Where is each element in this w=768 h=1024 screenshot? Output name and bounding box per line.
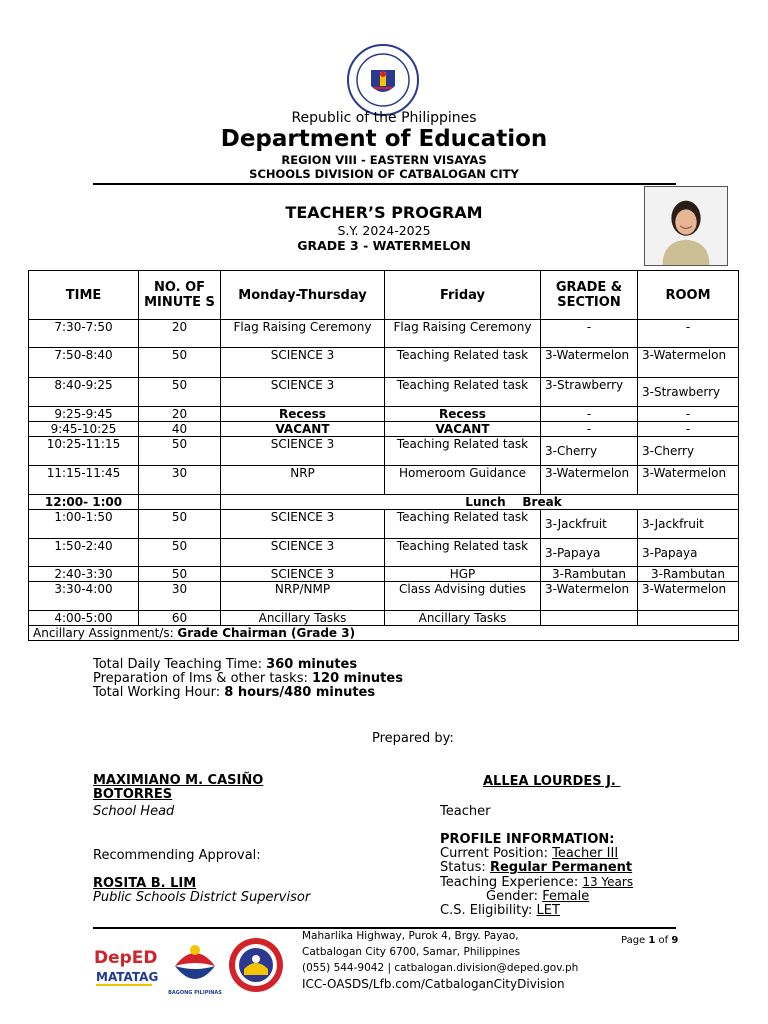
ancillary-label: Ancillary Assignment/s: (33, 626, 178, 640)
total-teaching-value: 360 minutes (266, 657, 358, 672)
cell-room: 3-Watermelon (638, 466, 739, 495)
cell-friday: Flag Raising Ceremony (385, 320, 541, 348)
cell-mon-thu: SCIENCE 3 (221, 437, 385, 466)
header-division: SCHOOLS DIVISION OF CATBALOGAN CITY (249, 167, 519, 181)
cell-mon-thu: NRP/NMP (221, 582, 385, 611)
ancillary-cell (29, 626, 739, 641)
cell-section: 3-Watermelon (541, 466, 638, 495)
school-head-title: School Head (93, 804, 175, 819)
cell-section: 3-Cherry (541, 437, 638, 466)
cell-section: - (541, 422, 638, 437)
recommending-approval-label: Recommending Approval: (93, 848, 261, 863)
header-divider (93, 183, 676, 185)
cell-friday: Teaching Related task (385, 437, 541, 466)
table-row (29, 378, 739, 407)
cell-mon-thu: Flag Raising Ceremony (221, 320, 385, 348)
header-republic: Republic of the Philippines (291, 110, 477, 126)
cell-section: - (541, 407, 638, 422)
cell-friday: Teaching Related task (385, 348, 541, 378)
position-label: Current Position: (440, 846, 553, 861)
preparation-value: 120 minutes (311, 671, 403, 686)
profile-experience (440, 875, 633, 890)
teacher-name: ALLEA LOURDES J. (483, 774, 621, 789)
program-title: TEACHER’S PROGRAM (285, 203, 483, 222)
cell-time: 7:30-7:50 (29, 320, 139, 348)
cell-time: 9:25-9:45 (29, 407, 139, 422)
cell-friday: Class Advising duties (385, 582, 541, 611)
school-year: S.Y. 2024-2025 (337, 223, 431, 238)
profile-eligibility (440, 904, 633, 918)
cell-section: - (541, 320, 638, 348)
cell-minutes: 30 (139, 466, 221, 495)
cell-time: 7:50-8:40 (29, 348, 139, 378)
prepared-by-label: Prepared by: (372, 731, 454, 746)
status-value: Regular Permanent (489, 860, 633, 875)
table-row (29, 539, 739, 567)
cell-minutes: 50 (139, 539, 221, 567)
cell-friday: Teaching Related task (385, 510, 541, 539)
cell-time: 2:40-3:30 (29, 567, 139, 582)
header-region: REGION VIII - EASTERN VISAYAS (281, 153, 487, 167)
total-teaching-time (93, 657, 357, 672)
cell-section: 3-Rambutan (541, 567, 638, 582)
cell-section: 3-Strawberry (541, 378, 638, 407)
column-header: TIME (29, 271, 139, 320)
experience-value: 13 Years (582, 875, 634, 889)
grade-section-title: GRADE 3 - WATERMELON (297, 238, 471, 253)
cell-friday: Recess (385, 407, 541, 422)
cell-minutes: 50 (139, 348, 221, 378)
cell-mon-thu: SCIENCE 3 (221, 348, 385, 378)
cell-minutes: 50 (139, 437, 221, 466)
eligibility-value: LET (536, 903, 560, 918)
experience-label: Teaching Experience: (440, 875, 583, 890)
cell-room: - (638, 407, 739, 422)
profile-gender (440, 890, 633, 904)
column-header: ROOM (638, 271, 739, 320)
cell-time: 8:40-9:25 (29, 378, 139, 407)
preparation-label: Preparation of Ims & other tasks: (93, 671, 312, 686)
profile-position (440, 847, 633, 861)
cell-minutes: 30 (139, 582, 221, 611)
cell-minutes: 20 (139, 320, 221, 348)
cell-time: 3:30-4:00 (29, 582, 139, 611)
position-value: Teacher III (552, 846, 619, 861)
cell-time: 12:00- 1:00 (29, 495, 139, 510)
cell-minutes: 40 (139, 422, 221, 437)
total-working-hour (93, 685, 375, 700)
cell-minutes: 50 (139, 378, 221, 407)
table-row (29, 466, 739, 495)
lunch-break-cell: Lunch Break (221, 495, 739, 510)
column-header: Monday-Thursday (221, 271, 385, 320)
cell-room: 3-Jackfruit (638, 510, 739, 539)
cell-time: 9:45-10:25 (29, 422, 139, 437)
total-teaching-label: Total Daily Teaching Time: (93, 657, 267, 672)
cell-room: - (638, 320, 739, 348)
ancillary-row (29, 626, 739, 641)
header-department: Department of Education (220, 126, 548, 152)
cell-friday: Homeroom Guidance (385, 466, 541, 495)
cell-room: - (638, 422, 739, 437)
column-header: NO. OF MINUTE S (139, 271, 221, 320)
cell-time: 11:15-11:45 (29, 466, 139, 495)
cell-friday: VACANT (385, 422, 541, 437)
cell-friday: HGP (385, 567, 541, 582)
profile-information (440, 833, 633, 918)
cell-section: 3-Papaya (541, 539, 638, 567)
table-row (29, 611, 739, 626)
column-header: GRADE & SECTION (541, 271, 638, 320)
page-total: 9 (671, 935, 679, 946)
reference-line: ICC-OASDS/Lfb.com/CatbaloganCityDivision (302, 977, 565, 991)
cell-mon-thu: VACANT (221, 422, 385, 437)
cell-friday: Ancillary Tasks (385, 611, 541, 626)
cell-minutes: 50 (139, 567, 221, 582)
cell-time: 1:50-2:40 (29, 539, 139, 567)
cell-room: 3-Watermelon (638, 348, 739, 378)
gender-value: Female (542, 889, 590, 904)
table-row (29, 320, 739, 348)
school-head-name: MAXIMIANO M. CASIÑO BOTORRES (93, 773, 264, 802)
table-row (29, 582, 739, 611)
address-line-2: Catbalogan City 6700, Samar, Philippines (302, 946, 521, 958)
matatag-logo-text: MATATAG (96, 970, 159, 984)
table-row (29, 437, 739, 466)
cell-minutes: 60 (139, 611, 221, 626)
cell-time: 10:25-11:15 (29, 437, 139, 466)
cell-time: 4:00-5:00 (29, 611, 139, 626)
working-hour-value: 8 hours/480 minutes (224, 685, 376, 700)
cell-mon-thu: SCIENCE 3 (221, 510, 385, 539)
teacher-title: Teacher (440, 804, 491, 819)
contact-line: (055) 544-9042 | catbalogan.division@deped.gov.ph (302, 962, 579, 974)
table-row (29, 567, 739, 582)
lunch-row (29, 495, 739, 510)
supervisor-title: Public Schools District Supervisor (93, 890, 311, 905)
footer-address (302, 928, 578, 992)
table-header-row (29, 271, 739, 320)
page-number (621, 935, 678, 946)
cell-mon-thu: SCIENCE 3 (221, 378, 385, 407)
cell-room: 3-Papaya (638, 539, 739, 567)
page-of: of (655, 935, 672, 946)
supervisor-name: ROSITA B. LIM (93, 876, 197, 891)
cell-section: 3-Watermelon (541, 582, 638, 611)
cell-mon-thu: Recess (221, 407, 385, 422)
cell-room: 3-Rambutan (638, 567, 739, 582)
deped-logo-text: DepED (94, 948, 158, 968)
cell-section: 3-Jackfruit (541, 510, 638, 539)
deped-seal-logo (347, 44, 419, 116)
table-row (29, 407, 739, 422)
table-row (29, 510, 739, 539)
deped-matatag-logo (92, 943, 160, 991)
cell-friday: Teaching Related task (385, 539, 541, 567)
cell-room: 3-Watermelon (638, 582, 739, 611)
cell-minutes: 20 (139, 407, 221, 422)
bagong-logo-text: BAGONG PILIPINAS (168, 990, 222, 996)
working-hour-label: Total Working Hour: (93, 685, 225, 700)
cell-minutes (139, 495, 221, 510)
cell-room (638, 611, 739, 626)
address-line-1: Maharlika Highway, Purok 4, Brgy. Payao, (302, 930, 519, 942)
division-seal-logo (228, 937, 284, 993)
profile-status (440, 861, 633, 875)
table-row (29, 422, 739, 437)
cell-room: 3-Cherry (638, 437, 739, 466)
cell-friday: Teaching Related task (385, 378, 541, 407)
page-label: Page (621, 935, 649, 946)
ancillary-value: Grade Chairman (Grade 3) (177, 626, 356, 640)
status-label: Status: (440, 860, 490, 875)
page-current: 1 (648, 935, 656, 946)
table-row (29, 348, 739, 378)
cell-mon-thu: SCIENCE 3 (221, 539, 385, 567)
cell-mon-thu: SCIENCE 3 (221, 567, 385, 582)
cell-room: 3-Strawberry (638, 378, 739, 407)
preparation-time (93, 671, 403, 686)
profile-heading: PROFILE INFORMATION: (440, 832, 615, 847)
bagong-pilipinas-logo (166, 936, 224, 998)
column-header: Friday (385, 271, 541, 320)
cell-section (541, 611, 638, 626)
eligibility-label: C.S. Eligibility: (440, 903, 537, 918)
schedule-table (28, 270, 739, 641)
cell-mon-thu: Ancillary Tasks (221, 611, 385, 626)
cell-mon-thu: NRP (221, 466, 385, 495)
gender-label: Gender: (486, 889, 543, 904)
cell-time: 1:00-1:50 (29, 510, 139, 539)
cell-minutes: 50 (139, 510, 221, 539)
cell-section: 3-Watermelon (541, 348, 638, 378)
